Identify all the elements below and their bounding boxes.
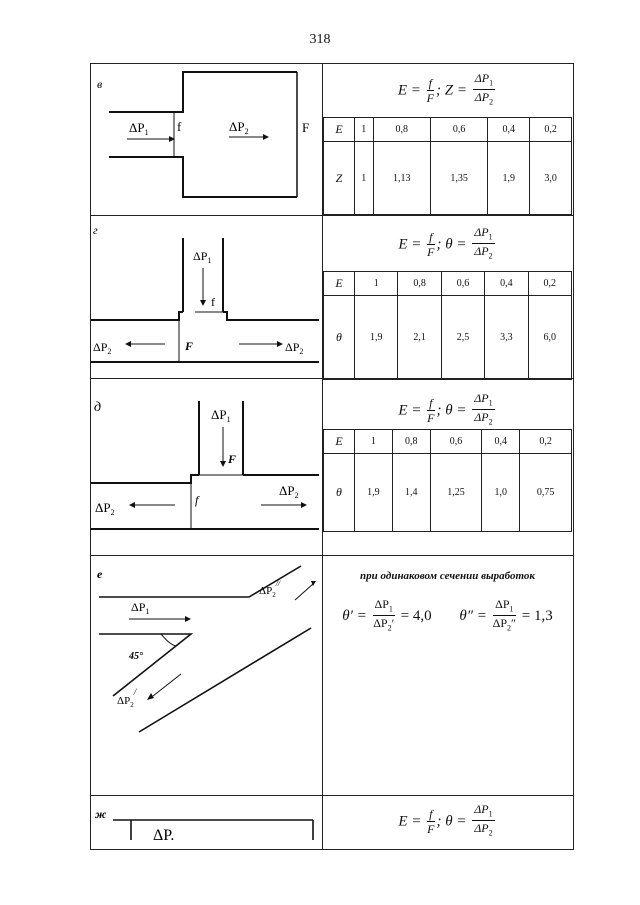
dp2-left-label: $\Delta P_2$: [93, 340, 112, 356]
values-table-d: E 1 0,8 0,6 0,4 0,2 θ 1,9 1,4 1,25 1,0 0,75: [323, 429, 572, 532]
section-letter: г: [93, 223, 98, 237]
F-label: F: [185, 339, 194, 353]
dp2-right-label: $\Delta P_2$: [279, 483, 299, 500]
dp1-label: $\Delta P_1$: [211, 407, 231, 424]
diagram-section-e: [91, 556, 322, 795]
theta-prime: θ′ = $\frac{\Delta P_1}{\Delta P_2'}$ = 4,0: [342, 597, 432, 633]
formula-section-g: E = $\frac{f}{F}$ ; θ = $\frac{\Delta P_1}{\Delta P_2}$: [398, 225, 493, 261]
dp-label: ΔP.: [153, 827, 175, 844]
diagram-section-v: [91, 64, 322, 215]
formula-section-d: E = $\frac{f}{F}$ ; θ = $\frac{\Delta P_1}{\Delta P_2}$: [398, 391, 493, 427]
values-table-v: E 1 0,8 0,6 0,4 0,2 Z 1 1,13 1,35 1,9 3,0: [323, 117, 572, 215]
dp2-left-label: $\Delta P_2$: [95, 500, 115, 517]
angle-label: 45°: [129, 651, 143, 662]
section-letter: ж: [95, 807, 107, 821]
dp2-label: $\Delta P_2$: [229, 119, 249, 136]
formula-section-zh: E = $\frac{f}{F}$ ; θ = $\frac{\Delta P_1}{\Delta P_2}$: [398, 802, 493, 838]
section-letter: е: [97, 567, 103, 581]
diagram-section-g: [91, 216, 322, 378]
dp1-label: $\Delta P_1$: [129, 120, 149, 137]
dp2-lower-label: $\Delta P_2^/$: [117, 687, 137, 709]
dp2-upper-label: $\Delta P_2^{//}$: [259, 579, 281, 599]
dp2-right-label: $\Delta P_2$: [285, 340, 304, 356]
dp1-label: $\Delta P_1$: [131, 600, 150, 616]
F-label: F: [228, 452, 237, 466]
page-number: 318: [309, 32, 331, 47]
diagram-section-zh: [91, 796, 322, 848]
dp1-label: $\Delta P_1$: [193, 249, 212, 265]
theta-double-prime: θ″ = $\frac{\Delta P_1}{\Delta P_2''}$ = 1,3: [459, 597, 553, 633]
formula-section-v: E = $\frac{f}{F}$ ; Z = $\frac{\Delta P_1}{\Delta P_2}$: [397, 71, 494, 107]
f-label: f: [177, 119, 182, 134]
theta-values: [323, 598, 572, 636]
diagram-section-d: [91, 379, 322, 555]
values-table-g: E 1 0,8 0,6 0,4 0,2 θ 1,9 2,1 2,5 3,3 6,0: [323, 271, 572, 380]
f-label: f: [195, 493, 199, 507]
f-label: f: [211, 295, 215, 309]
section-letter: д: [94, 400, 102, 415]
note-equal-section: при одинаковом сечении выработок: [360, 570, 535, 582]
section-letter: в: [97, 77, 103, 91]
F-label: F: [302, 120, 310, 135]
